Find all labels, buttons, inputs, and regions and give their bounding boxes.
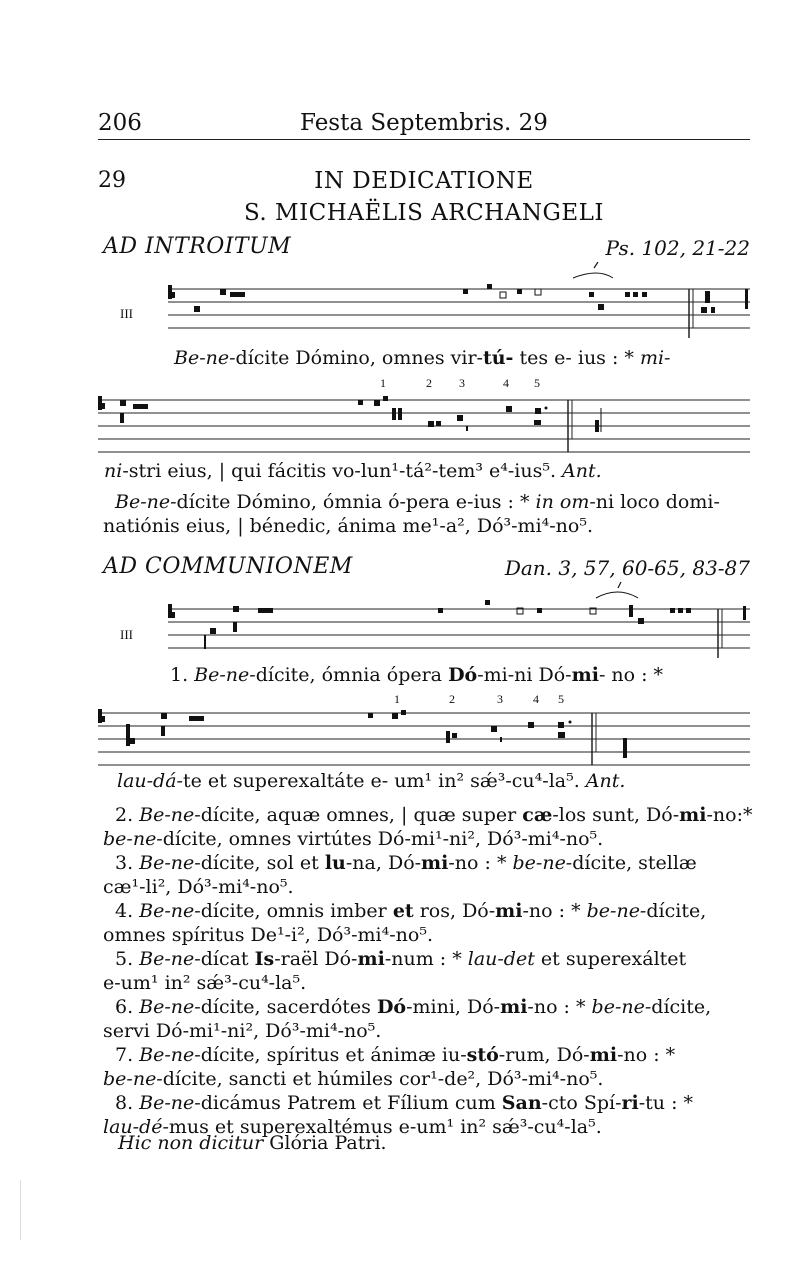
verse-5: [103, 947, 753, 971]
verse-line: servi Dó-mi¹-ni², Dó³-mi⁴-no⁵.: [103, 1020, 382, 1042]
page-number: 206: [98, 110, 142, 136]
verse-number: 7.: [115, 1044, 140, 1066]
lyric-text: -no : *: [617, 1044, 676, 1066]
lyric-accent: Dó: [448, 664, 478, 686]
lyric-text: dícite, omnis imber: [200, 900, 393, 922]
rubric-italic: Hic non dicitur: [118, 1132, 264, 1154]
introit-staff-1: [98, 262, 752, 342]
lyric-text: dícite, sacerdótes: [200, 996, 377, 1018]
lyric-italic: in om-: [535, 491, 596, 513]
lyric-text: ros, Dó-: [413, 900, 496, 922]
lyric-text: dicámus Patrem et Fílium cum: [200, 1092, 502, 1114]
verse-number: 3.: [115, 852, 140, 874]
division-number: 1: [394, 692, 400, 706]
lyric-italic: lau-det: [467, 948, 535, 970]
communion-staff-2: [98, 702, 752, 768]
lyric-italic: Be-ne-: [139, 948, 201, 970]
lyric-text: -rum, Dó-: [498, 1044, 590, 1066]
lyric-text: -mi-ni Dó-: [477, 664, 572, 686]
verse-number: 6.: [115, 996, 140, 1018]
lyric-text: -na, Dó-: [345, 852, 422, 874]
communion-verses: [103, 803, 753, 1139]
lyric-accent: et: [392, 900, 414, 922]
verse-number: 2.: [115, 804, 140, 826]
lyric-accent: stó: [466, 1044, 499, 1066]
lyric-accent: mi: [571, 664, 599, 686]
verse-number: 4.: [115, 900, 140, 922]
lyric-accent: mi: [500, 996, 528, 1018]
lyric-text: -num : *: [384, 948, 468, 970]
lyric-italic: Be-ne-: [139, 852, 201, 874]
lyric-accent: tú-: [482, 347, 514, 369]
verse-line: omnes spíritus De¹-i², Dó³-mi⁴-no⁵.: [103, 924, 433, 946]
lyric-italic: be-ne-: [103, 1068, 163, 1090]
verse-4: [103, 899, 753, 923]
antiphon-mark: Ant.: [562, 460, 602, 482]
division-number: 2: [426, 376, 432, 390]
lyric-text: -cto Spí-: [541, 1092, 622, 1114]
lyric-italic: Be-ne-: [174, 347, 236, 369]
verse-line: [103, 1067, 753, 1091]
lyric-italic: Be-ne-: [139, 804, 201, 826]
verse-7: [103, 1043, 753, 1067]
division-number: 5: [534, 376, 540, 390]
lyric-text: -raël Dó-: [274, 948, 358, 970]
lyric-italic: ni: [104, 460, 123, 482]
rubric-footer: [118, 1132, 387, 1154]
introit-lyric-2: [104, 460, 602, 482]
antiphon-mark: Ant.: [585, 770, 626, 792]
introit-mode: III: [120, 306, 133, 321]
verse-3: [103, 851, 753, 875]
lyric-text: -mini, Dó-: [406, 996, 501, 1018]
lyric-accent: Dó: [376, 996, 407, 1018]
lyric-accent: cæ: [522, 804, 553, 826]
lyric-text: te et superexaltáte e- um¹ in² sǽ³-cu⁴-la⁵.: [182, 770, 586, 792]
lyric-accent: mi: [495, 900, 523, 922]
lyric-italic: Be-ne-: [194, 664, 256, 686]
verse-line: [103, 827, 753, 851]
lyric-text: mus et superexaltémus e-um¹ in² sǽ³-cu⁴-la⁵.: [168, 1116, 602, 1138]
introit-verse: [103, 490, 753, 538]
lyric-accent: mi: [679, 804, 707, 826]
verse-line: [103, 490, 753, 514]
lyric-text: dícite,: [646, 900, 707, 922]
lyric-text: dícite, omnes virtútes Dó-mi¹-ni², Dó³-mi⁴-no⁵.: [162, 828, 604, 850]
communion-lyric-2: [117, 770, 625, 792]
lyric-text: -no : *: [522, 900, 587, 922]
lyric-italic: lau-dá-: [117, 770, 183, 792]
lyric-accent: mi: [421, 852, 449, 874]
lyric-accent: mi: [357, 948, 385, 970]
lyric-italic: be-ne-: [586, 900, 647, 922]
communion-reference: Dan. 3, 57, 60-65, 83-87: [504, 556, 750, 580]
introit-reference: Ps. 102, 21-22: [605, 236, 750, 260]
communion-lyric-1: [170, 664, 663, 686]
lyric-text: -stri eius, | qui fácitis vo-lun¹-tá²-tem³ e⁴-ius⁵.: [122, 460, 563, 482]
verse-line: cæ¹-li², Dó³-mi⁴-no⁵.: [103, 876, 294, 898]
lyric-accent: ri: [621, 1092, 639, 1114]
lyric-italic: lau-dé-: [103, 1116, 169, 1138]
verse-number: 1.: [170, 664, 195, 686]
feast-title-line2: S. MICHAËLIS ARCHANGELI: [243, 200, 604, 226]
lyric-text: - no : *: [598, 664, 664, 686]
division-number: 2: [449, 692, 455, 706]
division-number: 1: [380, 376, 386, 390]
introit-label: AD INTROITUM: [103, 234, 292, 259]
division-number: 4: [503, 376, 509, 390]
feast-number: 29: [98, 168, 126, 193]
lyric-accent: San: [501, 1092, 542, 1114]
rubric-text: Glória Patri.: [263, 1132, 387, 1154]
running-head: [98, 104, 752, 140]
lyric-text: ni loco domi-: [595, 491, 720, 513]
lyric-text: dícite, sancti et húmiles cor¹-de², Dó³-mi⁴-no⁵.: [162, 1068, 604, 1090]
lyric-text: dícite,: [651, 996, 712, 1018]
lyric-italic: be-ne-: [591, 996, 652, 1018]
verse-line: e-um¹ in² sǽ³-cu⁴-la⁵.: [103, 972, 307, 994]
lyric-italic: be-ne-: [103, 828, 163, 850]
verse-6: [103, 995, 753, 1019]
verse-2: [103, 803, 753, 827]
running-title: Festa Septembris. 29: [300, 110, 548, 136]
division-number: 4: [533, 692, 539, 706]
lyric-accent: Is: [254, 948, 275, 970]
verse-number: 5.: [115, 948, 140, 970]
lyric-italic: mi-: [639, 347, 671, 369]
introit-lyric-1: [174, 347, 670, 369]
lyric-text: dícite, aquæ omnes, | quæ super: [200, 804, 523, 826]
lyric-text: dícite, sol et: [200, 852, 325, 874]
lyric-italic: Be-ne-: [139, 1092, 201, 1114]
lyric-italic: Be-ne-: [139, 900, 201, 922]
communion-staff-1: [98, 578, 752, 664]
lyric-text: dícite, ómnia ópera: [255, 664, 449, 686]
lyric-text: dícite Dómino, omnes vir-: [235, 347, 483, 369]
division-number: 3: [459, 376, 465, 390]
lyric-text: et superexáltet: [534, 948, 687, 970]
lyric-text: -tu : *: [638, 1092, 694, 1114]
feast-title-line1: IN DEDICATIONE: [314, 168, 534, 194]
division-number: 3: [497, 692, 503, 706]
verse-number: 8.: [115, 1092, 140, 1114]
lyric-italic: Be-ne-: [139, 996, 201, 1018]
lyric-italic: Be-ne-: [115, 491, 177, 513]
scan-edge: [20, 1180, 21, 1240]
header-rule: [98, 139, 750, 140]
lyric-text: dícite, spíritus et ánimæ iu-: [200, 1044, 467, 1066]
lyric-text: -los sunt, Dó-: [552, 804, 680, 826]
communion-mode: III: [120, 627, 133, 642]
lyric-text: tes e- ius : *: [513, 347, 640, 369]
lyric-text: -no : *: [527, 996, 592, 1018]
lyric-text: dícat: [200, 948, 255, 970]
communion-label: AD COMMUNIONEM: [103, 554, 353, 579]
lyric-text: dícite, stellæ: [572, 852, 697, 874]
lyric-accent: lu: [324, 852, 346, 874]
lyric-text: -no : *: [448, 852, 513, 874]
verse-line: natiónis eius, | bénedic, ánima me¹-a², Dó³-mi⁴-no⁵.: [103, 515, 594, 537]
lyric-text: -no:*: [706, 804, 753, 826]
lyric-accent: mi: [589, 1044, 618, 1066]
introit-staff-2: [98, 386, 752, 456]
lyric-italic: be-ne-: [512, 852, 573, 874]
verse-8: [103, 1091, 753, 1115]
division-number: 5: [558, 692, 564, 706]
lyric-italic: Be-ne-: [139, 1044, 201, 1066]
lyric-text: dícite Dómino, ómnia ó-pera e-ius : *: [176, 491, 536, 513]
